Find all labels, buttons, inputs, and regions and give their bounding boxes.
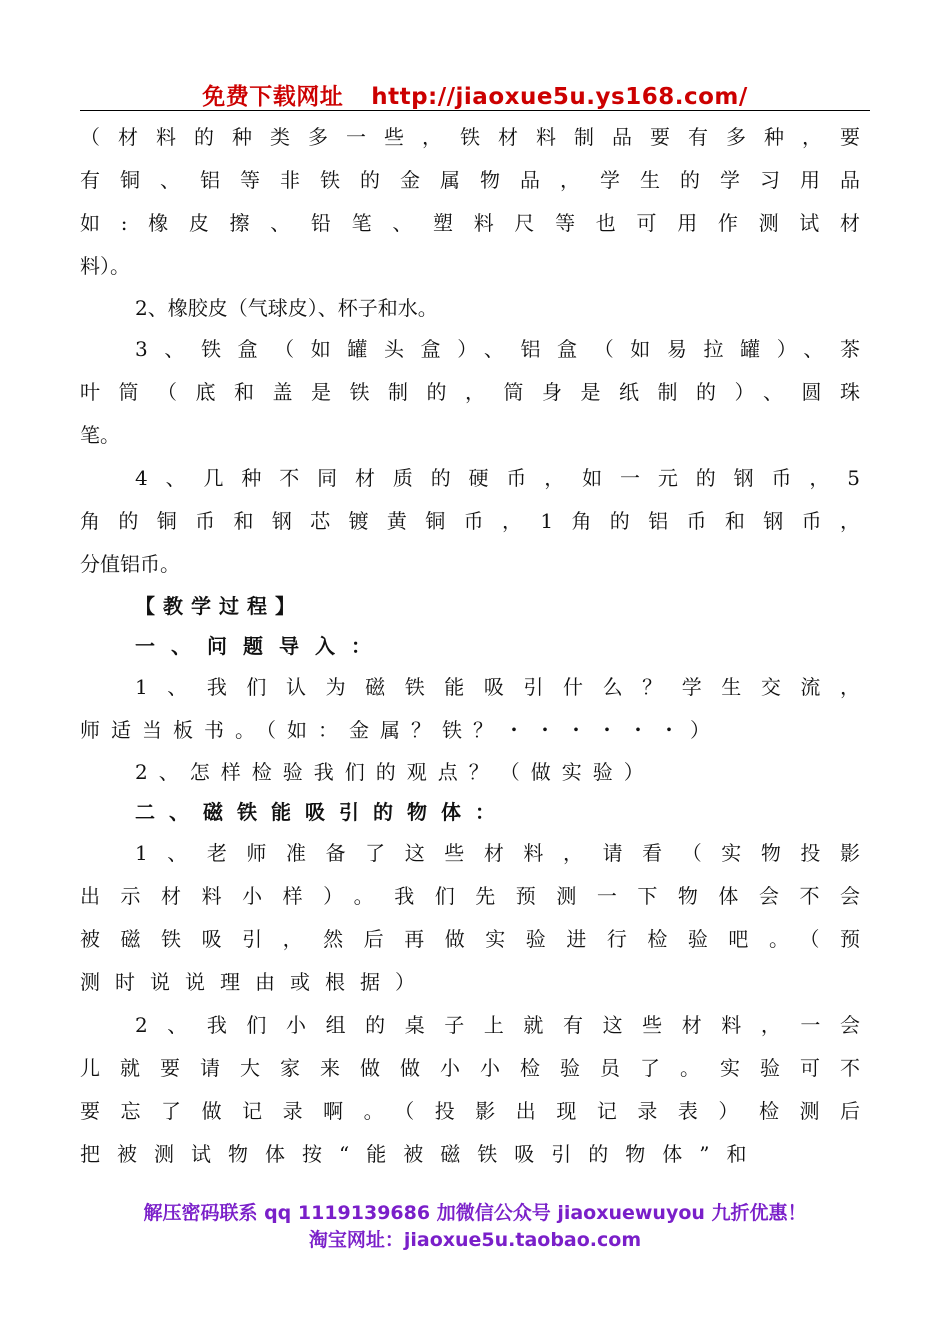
footer-contact: 解压密码联系 qq 1119139686 加微信公众号 jiaoxuewuyou 九折优惠！ — [143, 1202, 807, 1224]
text-line: 1、老师准备了这些材料，请看（实物投影 — [135, 841, 860, 865]
document-body — [80, 116, 860, 1176]
text-line: 2、我们小组的桌子上就有这些材料，一会 — [135, 1013, 860, 1037]
text-line: 3、铁盒（如罐头盒）、铝盒（如易拉罐）、茶 — [135, 337, 860, 361]
download-header — [0, 78, 950, 111]
text-line: 出示材料小样）。我们先预测一下物体会不会 — [80, 884, 860, 908]
section-heading: 二、磁铁能吸引的物体： — [135, 800, 509, 824]
footer-taobao-link[interactable]: 淘宝网址：jiaoxue5u.taobao.com — [308, 1229, 642, 1251]
text-line: 笔。 — [80, 423, 120, 447]
text-line: 料）。 — [80, 254, 130, 278]
text-line: 角的铜币和钢芯镀黄铜币，1角的铝币和钢币， — [80, 509, 860, 533]
text-line: 1、我们认为磁铁能吸引什么？学生交流， — [135, 675, 860, 699]
text-line: 把被测试物体按“能被磁铁吸引的物体”和 — [80, 1142, 764, 1166]
text-line: 分值铝币。 — [80, 552, 180, 576]
header-label: 免费下载网址 — [202, 84, 344, 110]
text-line: 如:橡皮擦、铅笔、塑料尺等也可用作测试材 — [80, 211, 860, 235]
text-line: 要忘了做记录啊。（投影出现记录表）检测后 — [80, 1099, 860, 1123]
text-line: 有铜、铝等非铁的金属物品，学生的学习用品 — [80, 168, 860, 192]
text-line: 叶筒（底和盖是铁制的，筒身是纸制的）、圆珠 — [80, 380, 860, 404]
text-line: 测时说说理由或根据） — [80, 970, 430, 994]
text-line: 2、橡胶皮（气球皮）、杯子和水。 — [135, 296, 438, 320]
section-heading: 【教学过程】 — [135, 594, 303, 618]
text-line: （材料的种类多一些，铁材料制品要有多种，要 — [80, 125, 860, 149]
header-divider — [80, 110, 870, 111]
text-line: 4、几种不同材质的硬币，如一元的钢币，5 — [135, 466, 860, 490]
text-line: 儿就要请大家来做做小小检验员了。实验可不 — [80, 1056, 860, 1080]
text-line: 2、怎样检验我们的观点？（做实验） — [135, 760, 655, 784]
text-line: 被磁铁吸引，然后再做实验进行检验吧。（预 — [80, 927, 860, 951]
text-line: 师适当板书。（如：金属？铁？・・・・・・） — [80, 718, 721, 742]
section-heading: 一、问题导入： — [135, 634, 387, 658]
header-url-link[interactable]: http://jiaoxue5u.ys168.com/ — [371, 84, 748, 110]
